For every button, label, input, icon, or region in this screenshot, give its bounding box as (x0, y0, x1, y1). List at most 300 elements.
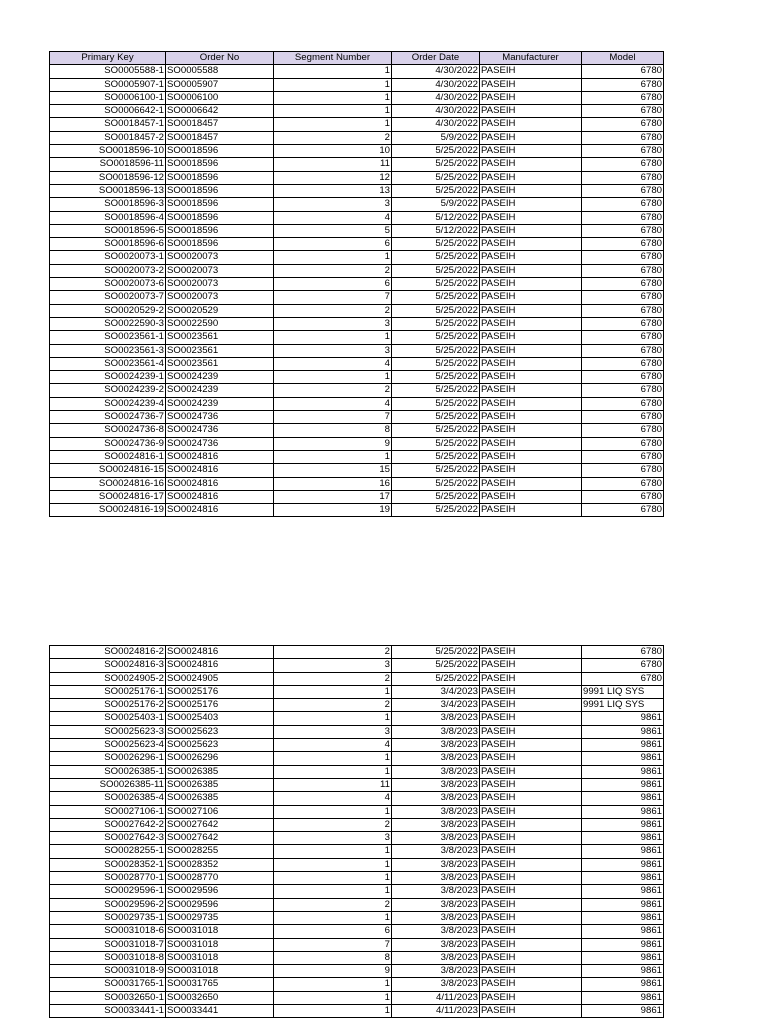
cell-manufacturer[interactable]: PASEIH (480, 898, 582, 911)
cell-segment-number[interactable]: 3 (274, 725, 392, 738)
cell-order-no[interactable]: SO0018596 (166, 211, 274, 224)
cell-order-date[interactable]: 5/25/2022 (392, 437, 480, 450)
cell-segment-number[interactable]: 3 (274, 344, 392, 357)
cell-order-date[interactable]: 4/11/2023 (392, 991, 480, 1004)
cell-model[interactable]: 6780 (582, 291, 664, 304)
cell-segment-number[interactable]: 1 (274, 1005, 392, 1018)
cell-manufacturer[interactable]: PASEIH (480, 450, 582, 463)
cell-model[interactable]: 6780 (582, 211, 664, 224)
cell-order-date[interactable]: 5/25/2022 (392, 184, 480, 197)
cell-segment-number[interactable]: 1 (274, 991, 392, 1004)
cell-order-date[interactable]: 5/25/2022 (392, 158, 480, 171)
cell-manufacturer[interactable]: PASEIH (480, 504, 582, 517)
cell-manufacturer[interactable]: PASEIH (480, 978, 582, 991)
cell-primary-key[interactable]: SO0029596-2 (50, 898, 166, 911)
cell-segment-number[interactable]: 13 (274, 184, 392, 197)
cell-segment-number[interactable]: 2 (274, 131, 392, 144)
cell-model[interactable]: 6780 (582, 424, 664, 437)
cell-manufacturer[interactable]: PASEIH (480, 646, 582, 659)
cell-manufacturer[interactable]: PASEIH (480, 818, 582, 831)
cell-primary-key[interactable]: SO0027106-1 (50, 805, 166, 818)
cell-manufacturer[interactable]: PASEIH (480, 384, 582, 397)
cell-primary-key[interactable]: SO0018596-5 (50, 224, 166, 237)
cell-segment-number[interactable]: 1 (274, 885, 392, 898)
cell-model[interactable]: 6780 (582, 371, 664, 384)
cell-segment-number[interactable]: 3 (274, 317, 392, 330)
cell-manufacturer[interactable]: PASEIH (480, 105, 582, 118)
cell-order-date[interactable]: 3/8/2023 (392, 739, 480, 752)
cell-manufacturer[interactable]: PASEIH (480, 331, 582, 344)
cell-model[interactable]: 6780 (582, 304, 664, 317)
cell-model[interactable]: 6780 (582, 317, 664, 330)
cell-model[interactable]: 6780 (582, 198, 664, 211)
cell-model[interactable]: 9861 (582, 898, 664, 911)
cell-segment-number[interactable]: 1 (274, 78, 392, 91)
cell-manufacturer[interactable]: PASEIH (480, 357, 582, 370)
cell-order-no[interactable]: SO0027106 (166, 805, 274, 818)
cell-primary-key[interactable]: SO0028770-1 (50, 872, 166, 885)
cell-model[interactable]: 9861 (582, 978, 664, 991)
cell-order-date[interactable]: 5/25/2022 (392, 411, 480, 424)
cell-order-no[interactable]: SO0024816 (166, 490, 274, 503)
cell-order-no[interactable]: SO0023561 (166, 357, 274, 370)
cell-order-no[interactable]: SO0024816 (166, 450, 274, 463)
cell-order-no[interactable]: SO0024239 (166, 397, 274, 410)
cell-order-date[interactable]: 3/8/2023 (392, 832, 480, 845)
cell-segment-number[interactable]: 9 (274, 437, 392, 450)
cell-segment-number[interactable]: 8 (274, 424, 392, 437)
cell-model[interactable]: 9861 (582, 832, 664, 845)
column-header-segment-number[interactable]: Segment Number (274, 52, 392, 65)
cell-order-date[interactable]: 5/25/2022 (392, 357, 480, 370)
cell-model[interactable]: 6780 (582, 504, 664, 517)
cell-model[interactable]: 6780 (582, 331, 664, 344)
cell-order-no[interactable]: SO0025623 (166, 725, 274, 738)
cell-order-date[interactable]: 4/30/2022 (392, 78, 480, 91)
cell-order-date[interactable]: 5/12/2022 (392, 224, 480, 237)
cell-primary-key[interactable]: SO0025403-1 (50, 712, 166, 725)
cell-order-no[interactable]: SO0026385 (166, 778, 274, 791)
cell-model[interactable]: 6780 (582, 251, 664, 264)
cell-primary-key[interactable]: SO0031018-7 (50, 938, 166, 951)
cell-order-date[interactable]: 3/8/2023 (392, 765, 480, 778)
column-header-order-no[interactable]: Order No (166, 52, 274, 65)
cell-segment-number[interactable]: 4 (274, 792, 392, 805)
cell-segment-number[interactable]: 5 (274, 224, 392, 237)
cell-order-date[interactable]: 3/4/2023 (392, 699, 480, 712)
cell-segment-number[interactable]: 1 (274, 105, 392, 118)
cell-primary-key[interactable]: SO0022590-3 (50, 317, 166, 330)
cell-primary-key[interactable]: SO0026385-11 (50, 778, 166, 791)
cell-model[interactable]: 9861 (582, 965, 664, 978)
cell-segment-number[interactable]: 4 (274, 357, 392, 370)
cell-segment-number[interactable]: 1 (274, 765, 392, 778)
cell-primary-key[interactable]: SO0024736-8 (50, 424, 166, 437)
cell-manufacturer[interactable]: PASEIH (480, 131, 582, 144)
cell-manufacturer[interactable]: PASEIH (480, 752, 582, 765)
cell-order-date[interactable]: 3/8/2023 (392, 818, 480, 831)
cell-segment-number[interactable]: 1 (274, 805, 392, 818)
cell-segment-number[interactable]: 1 (274, 872, 392, 885)
cell-order-date[interactable]: 5/25/2022 (392, 384, 480, 397)
cell-segment-number[interactable]: 1 (274, 752, 392, 765)
cell-model[interactable]: 6780 (582, 238, 664, 251)
cell-primary-key[interactable]: SO0027642-2 (50, 818, 166, 831)
cell-segment-number[interactable]: 2 (274, 304, 392, 317)
cell-order-date[interactable]: 4/30/2022 (392, 118, 480, 131)
cell-order-date[interactable]: 4/30/2022 (392, 65, 480, 78)
cell-model[interactable]: 9861 (582, 991, 664, 1004)
cell-primary-key[interactable]: SO0026385-4 (50, 792, 166, 805)
cell-segment-number[interactable]: 1 (274, 858, 392, 871)
cell-manufacturer[interactable]: PASEIH (480, 251, 582, 264)
cell-model[interactable]: 6780 (582, 105, 664, 118)
cell-model[interactable]: 6780 (582, 158, 664, 171)
cell-primary-key[interactable]: SO0025176-2 (50, 699, 166, 712)
cell-primary-key[interactable]: SO0025623-4 (50, 739, 166, 752)
cell-order-date[interactable]: 5/9/2022 (392, 198, 480, 211)
cell-model[interactable]: 6780 (582, 264, 664, 277)
cell-primary-key[interactable]: SO0020073-2 (50, 264, 166, 277)
cell-model[interactable]: 6780 (582, 659, 664, 672)
cell-order-no[interactable]: SO0024239 (166, 384, 274, 397)
cell-primary-key[interactable]: SO0033441-1 (50, 1005, 166, 1018)
cell-order-date[interactable]: 5/25/2022 (392, 504, 480, 517)
cell-primary-key[interactable]: SO0018457-2 (50, 131, 166, 144)
cell-model[interactable]: 6780 (582, 145, 664, 158)
cell-order-no[interactable]: SO0020073 (166, 264, 274, 277)
cell-order-no[interactable]: SO0029596 (166, 898, 274, 911)
cell-primary-key[interactable]: SO0031018-6 (50, 925, 166, 938)
cell-segment-number[interactable]: 1 (274, 251, 392, 264)
cell-segment-number[interactable]: 1 (274, 685, 392, 698)
cell-order-no[interactable]: SO0025176 (166, 699, 274, 712)
cell-manufacturer[interactable]: PASEIH (480, 805, 582, 818)
cell-order-no[interactable]: SO0023561 (166, 331, 274, 344)
cell-model[interactable]: 9861 (582, 712, 664, 725)
cell-order-no[interactable]: SO0024816 (166, 646, 274, 659)
cell-model[interactable]: 9861 (582, 818, 664, 831)
cell-manufacturer[interactable]: PASEIH (480, 951, 582, 964)
cell-order-no[interactable]: SO0018596 (166, 184, 274, 197)
cell-segment-number[interactable]: 1 (274, 65, 392, 78)
cell-order-no[interactable]: SO0024736 (166, 437, 274, 450)
cell-model[interactable]: 6780 (582, 184, 664, 197)
cell-model[interactable]: 9861 (582, 778, 664, 791)
cell-manufacturer[interactable]: PASEIH (480, 464, 582, 477)
cell-primary-key[interactable]: SO0031018-9 (50, 965, 166, 978)
cell-order-date[interactable]: 3/8/2023 (392, 725, 480, 738)
cell-manufacturer[interactable]: PASEIH (480, 291, 582, 304)
cell-model[interactable]: 9861 (582, 858, 664, 871)
cell-order-date[interactable]: 3/8/2023 (392, 792, 480, 805)
cell-order-date[interactable]: 5/25/2022 (392, 450, 480, 463)
cell-manufacturer[interactable]: PASEIH (480, 739, 582, 752)
cell-manufacturer[interactable]: PASEIH (480, 437, 582, 450)
cell-order-date[interactable]: 4/30/2022 (392, 91, 480, 104)
cell-order-date[interactable]: 3/8/2023 (392, 965, 480, 978)
cell-segment-number[interactable]: 7 (274, 411, 392, 424)
cell-manufacturer[interactable]: PASEIH (480, 885, 582, 898)
cell-model[interactable]: 6780 (582, 464, 664, 477)
cell-order-date[interactable]: 3/8/2023 (392, 978, 480, 991)
cell-segment-number[interactable]: 11 (274, 778, 392, 791)
cell-manufacturer[interactable]: PASEIH (480, 938, 582, 951)
cell-manufacturer[interactable]: PASEIH (480, 304, 582, 317)
cell-manufacturer[interactable]: PASEIH (480, 238, 582, 251)
cell-model[interactable]: 9861 (582, 925, 664, 938)
cell-segment-number[interactable]: 2 (274, 672, 392, 685)
cell-manufacturer[interactable]: PASEIH (480, 911, 582, 924)
cell-order-date[interactable]: 5/25/2022 (392, 464, 480, 477)
cell-order-no[interactable]: SO0028255 (166, 845, 274, 858)
cell-primary-key[interactable]: SO0018596-12 (50, 171, 166, 184)
cell-order-date[interactable]: 5/12/2022 (392, 211, 480, 224)
cell-primary-key[interactable]: SO0029735-1 (50, 911, 166, 924)
cell-model[interactable]: 9861 (582, 845, 664, 858)
cell-primary-key[interactable]: SO0018596-4 (50, 211, 166, 224)
cell-order-no[interactable]: SO0025176 (166, 685, 274, 698)
cell-primary-key[interactable]: SO0024816-17 (50, 490, 166, 503)
cell-manufacturer[interactable]: PASEIH (480, 145, 582, 158)
cell-manufacturer[interactable]: PASEIH (480, 725, 582, 738)
cell-manufacturer[interactable]: PASEIH (480, 965, 582, 978)
cell-manufacturer[interactable]: PASEIH (480, 477, 582, 490)
column-header-model[interactable]: Model (582, 52, 664, 65)
cell-manufacturer[interactable]: PASEIH (480, 278, 582, 291)
cell-manufacturer[interactable]: PASEIH (480, 198, 582, 211)
cell-manufacturer[interactable]: PASEIH (480, 765, 582, 778)
cell-order-no[interactable]: SO0028770 (166, 872, 274, 885)
cell-order-no[interactable]: SO0028352 (166, 858, 274, 871)
cell-manufacturer[interactable]: PASEIH (480, 778, 582, 791)
cell-primary-key[interactable]: SO0024239-2 (50, 384, 166, 397)
cell-segment-number[interactable]: 1 (274, 450, 392, 463)
cell-primary-key[interactable]: SO0024816-2 (50, 646, 166, 659)
cell-model[interactable]: 6780 (582, 384, 664, 397)
cell-manufacturer[interactable]: PASEIH (480, 171, 582, 184)
cell-order-no[interactable]: SO0020073 (166, 278, 274, 291)
cell-order-date[interactable]: 3/8/2023 (392, 898, 480, 911)
cell-order-date[interactable]: 5/25/2022 (392, 344, 480, 357)
cell-order-date[interactable]: 5/25/2022 (392, 317, 480, 330)
cell-order-date[interactable]: 3/8/2023 (392, 885, 480, 898)
cell-primary-key[interactable]: SO0020529-2 (50, 304, 166, 317)
cell-primary-key[interactable]: SO0018596-11 (50, 158, 166, 171)
cell-manufacturer[interactable]: PASEIH (480, 317, 582, 330)
cell-model[interactable]: 6780 (582, 278, 664, 291)
cell-order-date[interactable]: 5/25/2022 (392, 278, 480, 291)
cell-order-date[interactable]: 3/8/2023 (392, 925, 480, 938)
cell-primary-key[interactable]: SO0024736-7 (50, 411, 166, 424)
cell-primary-key[interactable]: SO0020073-1 (50, 251, 166, 264)
cell-order-no[interactable]: SO0024816 (166, 504, 274, 517)
cell-segment-number[interactable]: 4 (274, 739, 392, 752)
cell-order-date[interactable]: 3/8/2023 (392, 858, 480, 871)
cell-manufacturer[interactable]: PASEIH (480, 832, 582, 845)
cell-manufacturer[interactable]: PASEIH (480, 344, 582, 357)
cell-order-no[interactable]: SO0031018 (166, 965, 274, 978)
cell-order-no[interactable]: SO0031018 (166, 925, 274, 938)
cell-segment-number[interactable]: 16 (274, 477, 392, 490)
cell-primary-key[interactable]: SO0031765-1 (50, 978, 166, 991)
cell-primary-key[interactable]: SO0005588-1 (50, 65, 166, 78)
cell-order-no[interactable]: SO0018457 (166, 131, 274, 144)
cell-primary-key[interactable]: SO0018596-6 (50, 238, 166, 251)
cell-order-no[interactable]: SO0031018 (166, 951, 274, 964)
cell-manufacturer[interactable]: PASEIH (480, 78, 582, 91)
cell-order-date[interactable]: 5/25/2022 (392, 397, 480, 410)
cell-primary-key[interactable]: SO0024239-4 (50, 397, 166, 410)
cell-segment-number[interactable]: 4 (274, 397, 392, 410)
cell-segment-number[interactable]: 2 (274, 699, 392, 712)
cell-model[interactable]: 9861 (582, 792, 664, 805)
cell-model[interactable]: 6780 (582, 78, 664, 91)
cell-order-date[interactable]: 5/25/2022 (392, 304, 480, 317)
cell-order-date[interactable]: 5/25/2022 (392, 238, 480, 251)
cell-order-no[interactable]: SO0024736 (166, 411, 274, 424)
cell-order-date[interactable]: 5/25/2022 (392, 646, 480, 659)
cell-order-no[interactable]: SO0024239 (166, 371, 274, 384)
column-header-manufacturer[interactable]: Manufacturer (480, 52, 582, 65)
cell-segment-number[interactable]: 2 (274, 818, 392, 831)
cell-primary-key[interactable]: SO0028352-1 (50, 858, 166, 871)
cell-model[interactable]: 9861 (582, 911, 664, 924)
cell-segment-number[interactable]: 1 (274, 845, 392, 858)
cell-segment-number[interactable]: 2 (274, 646, 392, 659)
cell-order-no[interactable]: SO0024816 (166, 477, 274, 490)
cell-order-no[interactable]: SO0029735 (166, 911, 274, 924)
cell-order-no[interactable]: SO0018596 (166, 171, 274, 184)
cell-manufacturer[interactable]: PASEIH (480, 264, 582, 277)
cell-order-date[interactable]: 3/8/2023 (392, 911, 480, 924)
cell-order-no[interactable]: SO0024816 (166, 659, 274, 672)
cell-order-no[interactable]: SO0018457 (166, 118, 274, 131)
cell-primary-key[interactable]: SO0024816-16 (50, 477, 166, 490)
cell-model[interactable]: 6780 (582, 411, 664, 424)
cell-order-no[interactable]: SO0032650 (166, 991, 274, 1004)
cell-primary-key[interactable]: SO0025623-3 (50, 725, 166, 738)
cell-order-date[interactable]: 3/4/2023 (392, 685, 480, 698)
cell-order-no[interactable]: SO0029596 (166, 885, 274, 898)
cell-order-no[interactable]: SO0018596 (166, 158, 274, 171)
cell-primary-key[interactable]: SO0023561-3 (50, 344, 166, 357)
cell-manufacturer[interactable]: PASEIH (480, 1005, 582, 1018)
cell-manufacturer[interactable]: PASEIH (480, 211, 582, 224)
cell-manufacturer[interactable]: PASEIH (480, 118, 582, 131)
cell-order-date[interactable]: 3/8/2023 (392, 845, 480, 858)
cell-order-date[interactable]: 5/25/2022 (392, 331, 480, 344)
cell-order-date[interactable]: 3/8/2023 (392, 805, 480, 818)
cell-segment-number[interactable]: 3 (274, 659, 392, 672)
cell-order-date[interactable]: 3/8/2023 (392, 712, 480, 725)
cell-order-no[interactable]: SO0026296 (166, 752, 274, 765)
cell-segment-number[interactable]: 17 (274, 490, 392, 503)
cell-segment-number[interactable]: 2 (274, 898, 392, 911)
cell-model[interactable]: 9861 (582, 765, 664, 778)
cell-segment-number[interactable]: 2 (274, 384, 392, 397)
cell-order-no[interactable]: SO0024736 (166, 424, 274, 437)
cell-segment-number[interactable]: 12 (274, 171, 392, 184)
cell-model[interactable]: 6780 (582, 397, 664, 410)
cell-primary-key[interactable]: SO0018596-10 (50, 145, 166, 158)
cell-segment-number[interactable]: 10 (274, 145, 392, 158)
cell-order-date[interactable]: 5/25/2022 (392, 171, 480, 184)
cell-order-date[interactable]: 4/11/2023 (392, 1005, 480, 1018)
cell-manufacturer[interactable]: PASEIH (480, 685, 582, 698)
cell-primary-key[interactable]: SO0024736-9 (50, 437, 166, 450)
cell-model[interactable]: 6780 (582, 357, 664, 370)
cell-segment-number[interactable]: 6 (274, 278, 392, 291)
cell-model[interactable]: 6780 (582, 344, 664, 357)
cell-order-date[interactable]: 5/25/2022 (392, 251, 480, 264)
cell-primary-key[interactable]: SO0028255-1 (50, 845, 166, 858)
cell-primary-key[interactable]: SO0024816-1 (50, 450, 166, 463)
cell-order-date[interactable]: 5/25/2022 (392, 659, 480, 672)
cell-segment-number[interactable]: 1 (274, 978, 392, 991)
cell-order-no[interactable]: SO0024905 (166, 672, 274, 685)
cell-order-no[interactable]: SO0006642 (166, 105, 274, 118)
cell-primary-key[interactable]: SO0006100-1 (50, 91, 166, 104)
cell-manufacturer[interactable]: PASEIH (480, 371, 582, 384)
cell-manufacturer[interactable]: PASEIH (480, 672, 582, 685)
cell-model[interactable]: 9991 LIQ SYS (582, 685, 664, 698)
cell-order-date[interactable]: 5/25/2022 (392, 371, 480, 384)
cell-model[interactable]: 9861 (582, 752, 664, 765)
cell-order-no[interactable]: SO0024816 (166, 464, 274, 477)
cell-primary-key[interactable]: SO0020073-7 (50, 291, 166, 304)
cell-manufacturer[interactable]: PASEIH (480, 991, 582, 1004)
cell-order-no[interactable]: SO0026385 (166, 765, 274, 778)
cell-primary-key[interactable]: SO0026385-1 (50, 765, 166, 778)
cell-segment-number[interactable]: 6 (274, 238, 392, 251)
cell-segment-number[interactable]: 15 (274, 464, 392, 477)
cell-manufacturer[interactable]: PASEIH (480, 184, 582, 197)
cell-manufacturer[interactable]: PASEIH (480, 872, 582, 885)
cell-order-no[interactable]: SO0026385 (166, 792, 274, 805)
cell-model[interactable]: 6780 (582, 118, 664, 131)
cell-order-no[interactable]: SO0033441 (166, 1005, 274, 1018)
cell-order-date[interactable]: 3/8/2023 (392, 951, 480, 964)
cell-primary-key[interactable]: SO0020073-6 (50, 278, 166, 291)
cell-order-date[interactable]: 5/25/2022 (392, 145, 480, 158)
cell-order-no[interactable]: SO0018596 (166, 238, 274, 251)
cell-segment-number[interactable]: 7 (274, 291, 392, 304)
cell-order-no[interactable]: SO0027642 (166, 818, 274, 831)
cell-order-no[interactable]: SO0018596 (166, 145, 274, 158)
cell-primary-key[interactable]: SO0005907-1 (50, 78, 166, 91)
cell-model[interactable]: 6780 (582, 490, 664, 503)
cell-model[interactable]: 6780 (582, 477, 664, 490)
cell-model[interactable]: 6780 (582, 672, 664, 685)
cell-order-date[interactable]: 5/25/2022 (392, 291, 480, 304)
cell-order-date[interactable]: 5/9/2022 (392, 131, 480, 144)
cell-primary-key[interactable]: SO0024816-15 (50, 464, 166, 477)
cell-manufacturer[interactable]: PASEIH (480, 424, 582, 437)
cell-model[interactable]: 6780 (582, 437, 664, 450)
cell-order-no[interactable]: SO0027642 (166, 832, 274, 845)
cell-order-no[interactable]: SO0018596 (166, 198, 274, 211)
cell-primary-key[interactable]: SO0018596-3 (50, 198, 166, 211)
cell-segment-number[interactable]: 3 (274, 198, 392, 211)
cell-model[interactable]: 9861 (582, 805, 664, 818)
cell-model[interactable]: 9861 (582, 951, 664, 964)
cell-segment-number[interactable]: 1 (274, 911, 392, 924)
cell-primary-key[interactable]: SO0018457-1 (50, 118, 166, 131)
cell-model[interactable]: 6780 (582, 646, 664, 659)
cell-primary-key[interactable]: SO0027642-3 (50, 832, 166, 845)
cell-order-no[interactable]: SO0020529 (166, 304, 274, 317)
